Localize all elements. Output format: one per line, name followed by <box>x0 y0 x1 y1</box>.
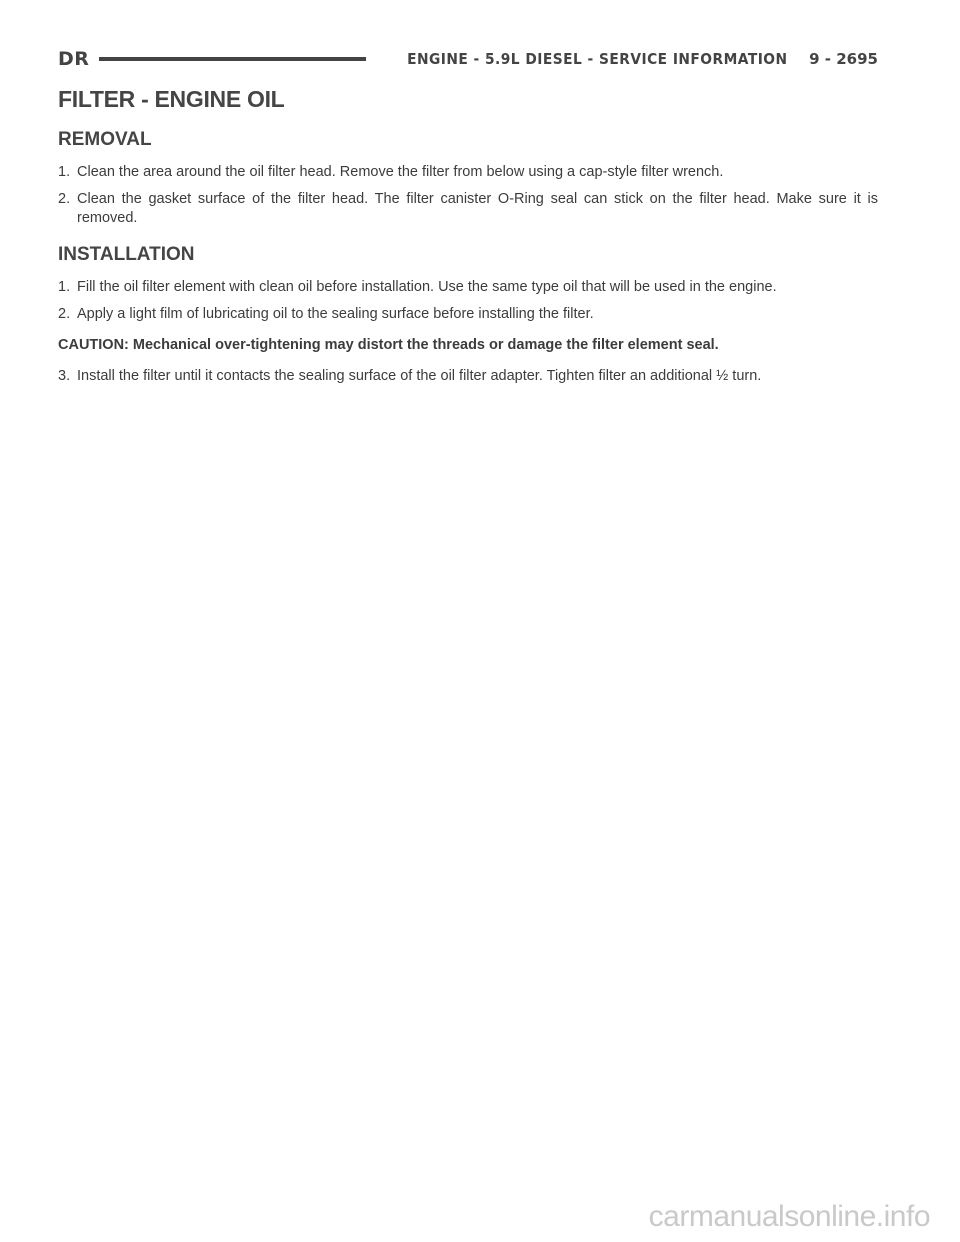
removal-step-2 <box>58 190 878 228</box>
step-text: Install the filter until it contacts the sealing surface of the oil filter adapter. Tighten filter an additional ½ turn. <box>77 368 762 384</box>
step-text: Fill the oil filter element with clean oil before installation. Use the same type oil that will be used in the engine. <box>77 279 777 295</box>
caution-note: CAUTION: Mechanical over-tightening may distort the threads or damage the filter element seal. <box>58 337 719 353</box>
step-number: 3. <box>58 368 71 384</box>
step-text: Clean the area around the oil filter head. Remove the filter from below using a cap-style filter wrench. <box>77 164 724 180</box>
step-number: 2. <box>58 306 71 322</box>
site-watermark: carmanualsonline.info <box>648 1200 930 1233</box>
installation-step-2 <box>58 305 878 324</box>
document-body <box>58 86 878 394</box>
installation-step-1 <box>58 278 878 297</box>
step-text: Clean the gasket surface of the filter head. The filter canister O-Ring seal can stick on the filter head. Make sure it is removed. <box>77 191 878 226</box>
installation-heading: INSTALLATION <box>58 244 195 265</box>
removal-step-1 <box>58 163 878 182</box>
step-number: 1. <box>58 279 71 295</box>
header-rule <box>99 57 365 61</box>
step-number: 2. <box>58 191 71 207</box>
page-header <box>58 44 878 74</box>
page-title: FILTER - ENGINE OIL <box>58 86 285 112</box>
removal-heading: REMOVAL <box>58 129 152 150</box>
header-model-code: DR <box>58 48 90 70</box>
installation-step-3 <box>58 367 878 386</box>
header-section-title: ENGINE - 5.9L DIESEL - SERVICE INFORMATION <box>406 50 788 68</box>
step-text: Apply a light film of lubricating oil to the sealing surface before installing the filter. <box>77 306 594 322</box>
header-page-number: 9 - 2695 <box>809 50 878 68</box>
step-number: 1. <box>58 164 71 180</box>
